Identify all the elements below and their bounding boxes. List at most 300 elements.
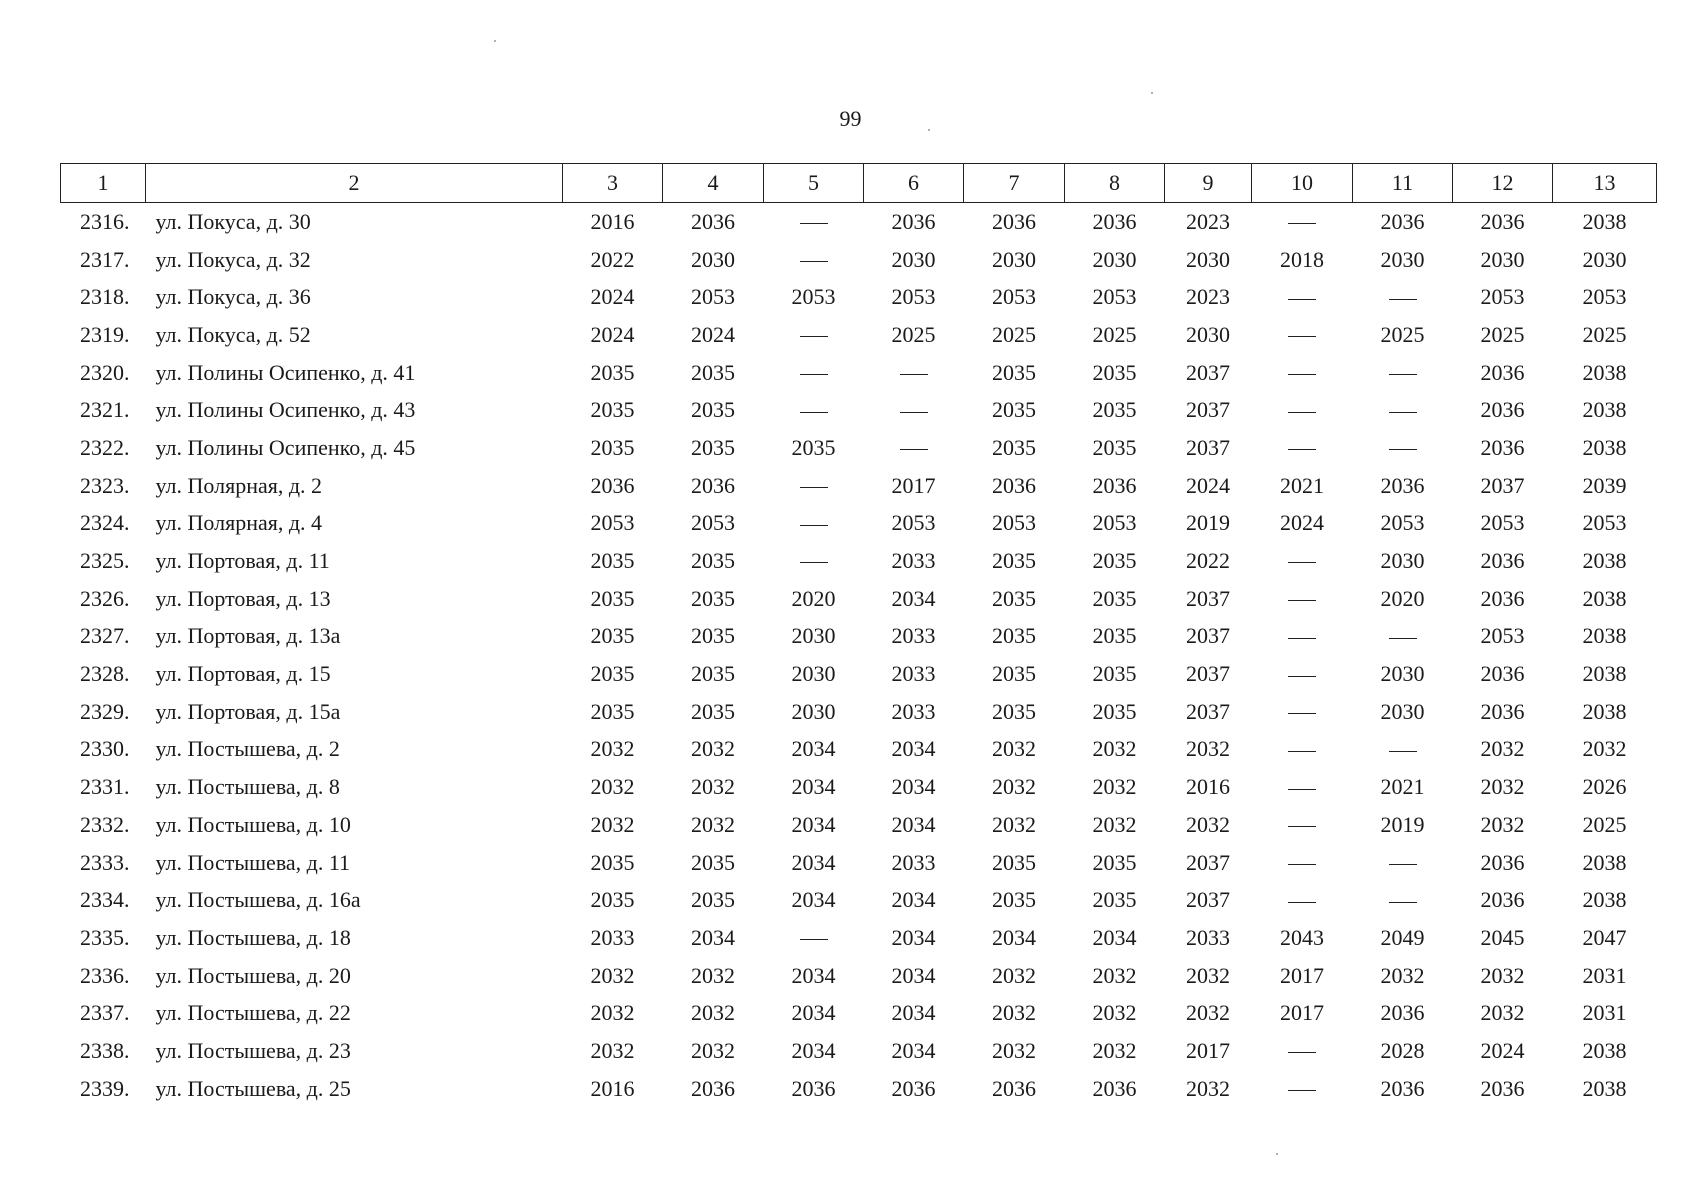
row-number: 2320.: [80, 359, 130, 385]
year-cell: 2036: [891, 1075, 936, 1101]
year-cell: 2030: [1380, 548, 1425, 574]
empty-dash-cell: [1252, 1032, 1353, 1070]
year-cell: 2035: [691, 434, 735, 460]
table-row: [61, 580, 1657, 618]
dash-mark: [1288, 1052, 1316, 1053]
row-number: 2327.: [80, 623, 130, 649]
empty-dash-cell: [1252, 203, 1353, 241]
year-cell: 2036: [1480, 661, 1525, 687]
year-cell: 2032: [1186, 1075, 1230, 1101]
row-number: 2319.: [80, 321, 130, 347]
empty-dash-cell: [1252, 881, 1353, 919]
empty-dash-cell: [1252, 580, 1353, 618]
address-cell: ул. Постышева, д. 22: [155, 1000, 351, 1026]
column-header-13: 13: [1553, 164, 1657, 203]
dash-mark: [800, 223, 828, 224]
year-cell: 2037: [1480, 472, 1525, 498]
year-cell: 2035: [590, 623, 635, 649]
year-cell: 2034: [891, 962, 936, 988]
table-row: [61, 1032, 1657, 1070]
year-cell: 2039: [1582, 472, 1627, 498]
year-cell: 2022: [1186, 548, 1230, 574]
year-cell: 2035: [1092, 698, 1137, 724]
year-cell: 2032: [1480, 774, 1525, 800]
dash-mark: [800, 939, 828, 940]
empty-dash-cell: [1252, 1070, 1353, 1108]
year-cell: 2053: [891, 284, 936, 310]
year-cell: 2034: [891, 887, 936, 913]
header-row: [61, 164, 1657, 203]
year-cell: 2033: [891, 849, 936, 875]
year-cell: 2024: [590, 321, 635, 347]
address-cell: ул. Портовая, д. 11: [155, 548, 330, 574]
year-cell: 2032: [1092, 1037, 1137, 1063]
table-row: [61, 881, 1657, 919]
year-cell: 2053: [1092, 510, 1137, 536]
row-number: 2334.: [80, 887, 130, 913]
year-cell: 2030: [791, 698, 836, 724]
year-cell: 2036: [1092, 472, 1137, 498]
dash-mark: [1389, 864, 1417, 865]
table-row: [61, 391, 1657, 429]
year-cell: 2053: [1480, 510, 1525, 536]
year-cell: 2035: [590, 849, 635, 875]
row-number: 2336.: [80, 962, 130, 988]
year-cell: 2035: [992, 585, 1036, 611]
table-row: [61, 1070, 1657, 1108]
year-cell: 2036: [590, 472, 635, 498]
empty-dash-cell: [764, 467, 864, 505]
year-cell: 2016: [1186, 774, 1230, 800]
year-cell: 2034: [891, 924, 936, 950]
year-cell: 2035: [992, 397, 1036, 423]
empty-dash-cell: [1252, 618, 1353, 656]
year-cell: 2036: [1480, 434, 1525, 460]
year-cell: 2035: [992, 849, 1036, 875]
dash-mark: [1288, 449, 1316, 450]
year-cell: 2036: [1480, 208, 1525, 234]
year-cell: 2032: [590, 736, 635, 762]
address-cell: ул. Полины Осипенко, д. 45: [155, 434, 416, 460]
year-cell: 2030: [1186, 246, 1230, 272]
year-cell: 2037: [1186, 623, 1230, 649]
year-cell: 2036: [1480, 698, 1525, 724]
year-cell: 2035: [992, 623, 1036, 649]
dash-mark: [1389, 751, 1417, 752]
year-cell: 2032: [1480, 736, 1525, 762]
empty-dash-cell: [1252, 768, 1353, 806]
address-cell: ул. Постышева, д. 2: [155, 736, 340, 762]
dash-mark: [900, 449, 928, 450]
scan-speck: [1151, 92, 1153, 94]
year-cell: 2032: [1186, 1000, 1230, 1026]
row-number: 2333.: [80, 849, 130, 875]
column-header-5: 5: [764, 164, 864, 203]
year-cell: 2035: [992, 359, 1036, 385]
year-cell: 2038: [1582, 397, 1627, 423]
scan-speck: [928, 129, 930, 131]
year-cell: 2034: [791, 811, 836, 837]
year-cell: 2016: [590, 208, 635, 234]
year-cell: 2036: [992, 208, 1036, 234]
table-row: [61, 618, 1657, 656]
address-cell: ул. Покуса, д. 36: [155, 284, 311, 310]
dash-mark: [800, 336, 828, 337]
scan-speck: [494, 40, 496, 42]
year-cell: 2025: [992, 321, 1036, 347]
empty-dash-cell: [764, 391, 864, 429]
year-cell: 2035: [691, 359, 735, 385]
table-row: [61, 768, 1657, 806]
data-table: [60, 163, 1657, 1108]
year-cell: 2033: [891, 698, 936, 724]
table-row: [61, 429, 1657, 467]
empty-dash-cell: [1353, 844, 1453, 882]
row-number: 2335.: [80, 924, 130, 950]
table-row: [61, 505, 1657, 543]
dash-mark: [900, 412, 928, 413]
year-cell: 2035: [992, 548, 1036, 574]
year-cell: 2034: [891, 811, 936, 837]
year-cell: 2035: [1092, 434, 1137, 460]
year-cell: 2035: [691, 585, 735, 611]
year-cell: 2033: [1186, 924, 1230, 950]
year-cell: 2030: [1380, 661, 1425, 687]
year-cell: 2035: [691, 661, 735, 687]
empty-dash-cell: [1353, 278, 1453, 316]
empty-dash-cell: [1353, 354, 1453, 392]
year-cell: 2038: [1582, 1075, 1627, 1101]
year-cell: 2053: [691, 510, 735, 536]
dash-mark: [1389, 449, 1417, 450]
address-cell: ул. Полины Осипенко, д. 43: [155, 397, 416, 423]
empty-dash-cell: [1353, 618, 1453, 656]
year-cell: 2032: [590, 811, 635, 837]
year-cell: 2035: [691, 623, 735, 649]
table-row: [61, 467, 1657, 505]
dash-mark: [1288, 299, 1316, 300]
year-cell: 2037: [1186, 585, 1230, 611]
year-cell: 2021: [1280, 472, 1324, 498]
year-cell: 2038: [1582, 208, 1627, 234]
year-cell: 2035: [1092, 585, 1137, 611]
year-cell: 2032: [691, 736, 735, 762]
year-cell: 2036: [1480, 1075, 1525, 1101]
empty-dash-cell: [1353, 731, 1453, 769]
dash-mark: [1288, 412, 1316, 413]
address-cell: ул. Постышева, д. 10: [155, 811, 351, 837]
year-cell: 2030: [1380, 246, 1425, 272]
year-cell: 2030: [1380, 698, 1425, 724]
year-cell: 2034: [992, 924, 1036, 950]
year-cell: 2035: [691, 698, 735, 724]
year-cell: 2030: [891, 246, 936, 272]
year-cell: 2032: [590, 1000, 635, 1026]
dash-mark: [1288, 600, 1316, 601]
year-cell: 2023: [1186, 284, 1230, 310]
year-cell: 2036: [691, 1075, 735, 1101]
year-cell: 2053: [1582, 510, 1627, 536]
year-cell: 2037: [1186, 887, 1230, 913]
dash-mark: [1389, 374, 1417, 375]
year-cell: 2035: [1092, 849, 1137, 875]
year-cell: 2032: [992, 736, 1036, 762]
row-number: 2326.: [80, 585, 130, 611]
year-cell: 2038: [1582, 359, 1627, 385]
year-cell: 2032: [992, 962, 1036, 988]
table-row: [61, 542, 1657, 580]
year-cell: 2036: [1480, 548, 1525, 574]
year-cell: 2020: [791, 585, 836, 611]
year-cell: 2036: [1092, 1075, 1137, 1101]
empty-dash-cell: [764, 241, 864, 279]
year-cell: 2036: [992, 1075, 1036, 1101]
year-cell: 2034: [791, 962, 836, 988]
year-cell: 2036: [1380, 208, 1425, 234]
year-cell: 2025: [1480, 321, 1525, 347]
year-cell: 2053: [590, 510, 635, 536]
table-row: [61, 241, 1657, 279]
table-row: [61, 693, 1657, 731]
empty-dash-cell: [1252, 542, 1353, 580]
year-cell: 2032: [691, 811, 735, 837]
table-row: [61, 957, 1657, 995]
year-cell: 2034: [791, 849, 836, 875]
year-cell: 2035: [1092, 887, 1137, 913]
year-cell: 2035: [590, 887, 635, 913]
year-cell: 2032: [691, 962, 735, 988]
year-cell: 2035: [691, 397, 735, 423]
year-cell: 2031: [1582, 962, 1627, 988]
year-cell: 2030: [992, 246, 1036, 272]
year-cell: 2034: [791, 774, 836, 800]
year-cell: 2034: [791, 887, 836, 913]
address-cell: ул. Портовая, д. 13а: [155, 623, 341, 649]
column-header-7: 7: [964, 164, 1065, 203]
row-number: 2339.: [80, 1075, 130, 1101]
column-header-3: 3: [563, 164, 663, 203]
year-cell: 2036: [1480, 397, 1525, 423]
year-cell: 2034: [891, 1000, 936, 1026]
year-cell: 2035: [1092, 397, 1137, 423]
dash-mark: [800, 487, 828, 488]
year-cell: 2036: [1480, 887, 1525, 913]
dash-mark: [1288, 562, 1316, 563]
year-cell: 2025: [1092, 321, 1137, 347]
year-cell: 2030: [1582, 246, 1627, 272]
year-cell: 2036: [1380, 472, 1425, 498]
dash-mark: [1288, 789, 1316, 790]
year-cell: 2035: [590, 661, 635, 687]
empty-dash-cell: [1252, 316, 1353, 354]
year-cell: 2030: [791, 661, 836, 687]
dash-mark: [800, 412, 828, 413]
year-cell: 2033: [891, 548, 936, 574]
year-cell: 2034: [891, 736, 936, 762]
year-cell: 2034: [891, 585, 936, 611]
empty-dash-cell: [764, 542, 864, 580]
empty-dash-cell: [1353, 881, 1453, 919]
year-cell: 2032: [590, 962, 635, 988]
year-cell: 2038: [1582, 434, 1627, 460]
table-row: [61, 994, 1657, 1032]
year-cell: 2032: [1092, 962, 1137, 988]
table-row: [61, 655, 1657, 693]
year-cell: 2030: [1480, 246, 1525, 272]
year-cell: 2036: [1480, 359, 1525, 385]
year-cell: 2035: [1092, 359, 1137, 385]
year-cell: 2026: [1582, 774, 1627, 800]
empty-dash-cell: [764, 919, 864, 957]
row-number: 2322.: [80, 434, 130, 460]
year-cell: 2038: [1582, 623, 1627, 649]
year-cell: 2037: [1186, 434, 1230, 460]
year-cell: 2032: [1582, 736, 1627, 762]
year-cell: 2017: [891, 472, 936, 498]
dash-mark: [1288, 902, 1316, 903]
year-cell: 2034: [891, 774, 936, 800]
year-cell: 2019: [1380, 811, 1425, 837]
empty-dash-cell: [864, 354, 964, 392]
empty-dash-cell: [764, 316, 864, 354]
year-cell: 2037: [1186, 397, 1230, 423]
dash-mark: [1288, 864, 1316, 865]
year-cell: 2024: [1186, 472, 1230, 498]
empty-dash-cell: [764, 203, 864, 241]
dash-mark: [900, 374, 928, 375]
year-cell: 2025: [891, 321, 936, 347]
year-cell: 2030: [1186, 321, 1230, 347]
year-cell: 2032: [992, 1037, 1036, 1063]
empty-dash-cell: [864, 391, 964, 429]
year-cell: 2053: [1380, 510, 1425, 536]
year-cell: 2035: [590, 397, 635, 423]
year-cell: 2030: [691, 246, 735, 272]
year-cell: 2053: [992, 284, 1036, 310]
year-cell: 2047: [1582, 924, 1627, 950]
table-body: [61, 203, 1657, 1108]
year-cell: 2036: [791, 1075, 836, 1101]
year-cell: 2032: [1092, 774, 1137, 800]
year-cell: 2024: [1280, 510, 1324, 536]
column-header-11: 11: [1353, 164, 1453, 203]
year-cell: 2022: [590, 246, 635, 272]
row-number: 2338.: [80, 1037, 130, 1063]
year-cell: 2053: [1480, 284, 1525, 310]
dash-mark: [1288, 676, 1316, 677]
row-number: 2324.: [80, 510, 130, 536]
row-number: 2317.: [80, 246, 130, 272]
year-cell: 2035: [691, 548, 735, 574]
year-cell: 2035: [992, 661, 1036, 687]
year-cell: 2038: [1582, 661, 1627, 687]
address-cell: ул. Покуса, д. 52: [155, 321, 311, 347]
year-cell: 2017: [1280, 962, 1324, 988]
year-cell: 2034: [791, 1000, 836, 1026]
year-cell: 2032: [992, 1000, 1036, 1026]
year-cell: 2034: [891, 1037, 936, 1063]
dash-mark: [800, 374, 828, 375]
column-header-1: 1: [61, 164, 146, 203]
year-cell: 2053: [992, 510, 1036, 536]
year-cell: 2053: [1092, 284, 1137, 310]
year-cell: 2035: [992, 887, 1036, 913]
empty-dash-cell: [864, 429, 964, 467]
year-cell: 2035: [791, 434, 836, 460]
row-number: 2329.: [80, 698, 130, 724]
table-row: [61, 919, 1657, 957]
dash-mark: [1288, 336, 1316, 337]
year-cell: 2035: [590, 698, 635, 724]
year-cell: 2035: [590, 434, 635, 460]
table-row: [61, 316, 1657, 354]
year-cell: 2053: [1480, 623, 1525, 649]
address-cell: ул. Постышева, д. 18: [155, 924, 351, 950]
empty-dash-cell: [1252, 731, 1353, 769]
year-cell: 2036: [691, 472, 735, 498]
year-cell: 2053: [691, 284, 735, 310]
year-cell: 2036: [992, 472, 1036, 498]
year-cell: 2032: [992, 774, 1036, 800]
row-number: 2325.: [80, 548, 130, 574]
year-cell: 2037: [1186, 359, 1230, 385]
year-cell: 2032: [1480, 962, 1525, 988]
year-cell: 2032: [1186, 736, 1230, 762]
year-cell: 2019: [1186, 510, 1230, 536]
year-cell: 2032: [691, 1037, 735, 1063]
row-number: 2321.: [80, 397, 130, 423]
year-cell: 2017: [1186, 1037, 1230, 1063]
dash-mark: [1288, 751, 1316, 752]
year-cell: 2036: [1092, 208, 1137, 234]
column-header-2: 2: [146, 164, 563, 203]
year-cell: 2043: [1280, 924, 1324, 950]
dash-mark: [1288, 223, 1316, 224]
year-cell: 2032: [590, 1037, 635, 1063]
year-cell: 2038: [1582, 1037, 1627, 1063]
table-row: [61, 806, 1657, 844]
year-cell: 2034: [791, 1037, 836, 1063]
dash-mark: [800, 261, 828, 262]
row-number: 2330.: [80, 736, 130, 762]
dash-mark: [1288, 826, 1316, 827]
year-cell: 2053: [1582, 284, 1627, 310]
year-cell: 2032: [1380, 962, 1425, 988]
empty-dash-cell: [1353, 391, 1453, 429]
page-number: 99: [839, 106, 862, 131]
year-cell: 2038: [1582, 849, 1627, 875]
empty-dash-cell: [1252, 354, 1353, 392]
address-cell: ул. Постышева, д. 25: [155, 1075, 351, 1101]
empty-dash-cell: [1252, 278, 1353, 316]
year-cell: 2053: [791, 284, 836, 310]
year-cell: 2035: [992, 698, 1036, 724]
dash-mark: [1389, 299, 1417, 300]
year-cell: 2035: [590, 359, 635, 385]
year-cell: 2036: [1380, 1075, 1425, 1101]
address-cell: ул. Портовая, д. 15: [155, 661, 331, 687]
table-row: [61, 354, 1657, 392]
year-cell: 2032: [992, 811, 1036, 837]
year-cell: 2049: [1380, 924, 1425, 950]
year-cell: 2032: [1186, 962, 1230, 988]
address-cell: ул. Постышева, д. 8: [155, 774, 340, 800]
year-cell: 2032: [1092, 736, 1137, 762]
row-number: 2332.: [80, 811, 130, 837]
dash-mark: [1288, 713, 1316, 714]
year-cell: 2037: [1186, 698, 1230, 724]
year-cell: 2035: [691, 849, 735, 875]
